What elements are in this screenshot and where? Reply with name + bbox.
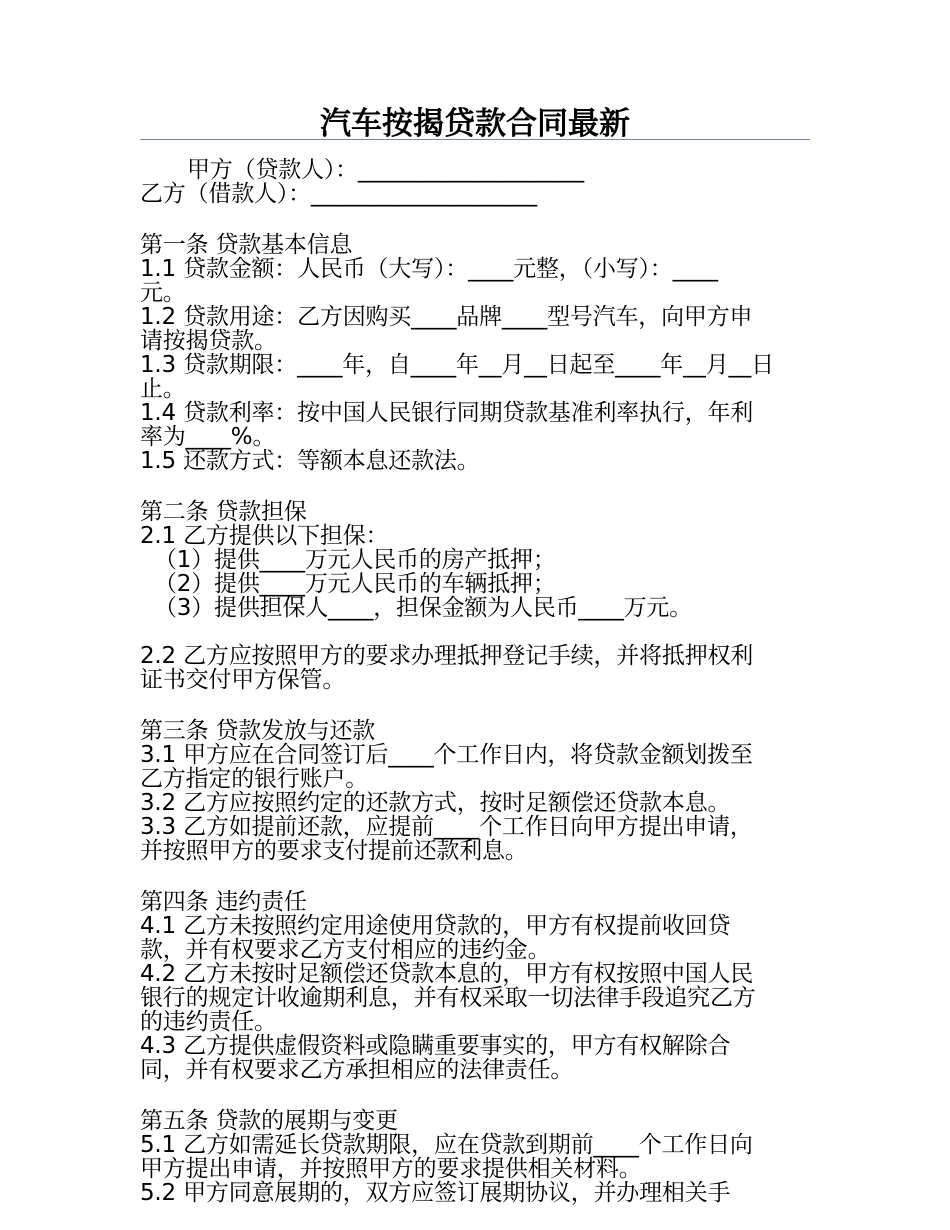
clause-line: 率为____%。 bbox=[140, 424, 276, 450]
section-4 bbox=[140, 890, 815, 1082]
party-b-line: 乙方（借款人）：____________________ bbox=[140, 181, 537, 207]
clause-line: 同，并有权要求乙方承担相应的法律责任。 bbox=[140, 1057, 574, 1083]
clause-line: 1.4 贷款利率：按中国人民银行同期贷款基准利率执行，年利 bbox=[140, 400, 754, 426]
clause-line: 1.1 贷款金额：人民币（大写）：____元整，（小写）：____ bbox=[140, 256, 718, 282]
guarantee-item: （2）提供____万元人民币的车辆抵押； bbox=[154, 571, 556, 597]
clause-line: 5.2 甲方同意展期的，双方应签订展期协议，并办理相关手 bbox=[140, 1180, 731, 1206]
clause-line: 2.2 乙方应按照甲方的要求办理抵押登记手续，并将抵押权利 bbox=[140, 643, 754, 669]
section-2 bbox=[140, 500, 815, 692]
guarantee-item: （1）提供____万元人民币的房产抵押； bbox=[154, 547, 556, 573]
clause-line: 并按照甲方的要求支付提前还款利息。 bbox=[140, 838, 528, 864]
section-5 bbox=[140, 1109, 815, 1205]
clause-line: 证书交付甲方保管。 bbox=[140, 667, 346, 693]
clause-line: 止。 bbox=[140, 376, 186, 402]
clause-2-2 bbox=[140, 644, 815, 692]
clause-line: 2.1 乙方提供以下担保： bbox=[140, 523, 389, 549]
clause-line: 银行的规定计收逾期利息，并有权采取一切法律手段追究乙方 bbox=[140, 985, 756, 1011]
clause-line: 乙方指定的银行账户。 bbox=[140, 766, 369, 792]
section-1 bbox=[140, 233, 815, 473]
clause-line: 1.3 贷款期限：____年，自____年__月__日起至____年__月__日 bbox=[140, 352, 774, 378]
document-body bbox=[140, 158, 815, 1205]
clause-line: 3.1 甲方应在合同签订后____个工作日内，将贷款金额划拨至 bbox=[140, 742, 753, 768]
party-a-line: 甲方（贷款人）：____________________ bbox=[187, 157, 584, 183]
clause-line: 4.3 乙方提供虚假资料或隐瞒重要事实的，甲方有权解除合 bbox=[140, 1033, 731, 1059]
clause-line: 款，并有权要求乙方支付相应的违约金。 bbox=[140, 937, 551, 963]
clause-line: 3.2 乙方应按照约定的还款方式，按时足额偿还贷款本息。 bbox=[140, 790, 731, 816]
title-divider bbox=[140, 139, 810, 140]
clause-line: 4.1 乙方未按照约定用途使用贷款的，甲方有权提前收回贷 bbox=[140, 913, 731, 939]
clause-line: 3.3 乙方如提前还款，应提前____个工作日向甲方提出申请， bbox=[140, 814, 753, 840]
section-heading: 第二条 贷款担保 bbox=[140, 499, 307, 525]
clause-line: 元。 bbox=[140, 280, 186, 306]
clause-line: 甲方提出申请，并按照甲方的要求提供相关材料。 bbox=[140, 1156, 642, 1182]
clause-line: 1.5 还款方式：等额本息还款法。 bbox=[140, 448, 480, 474]
document-title: 汽车按揭贷款合同最新 bbox=[320, 106, 630, 142]
section-heading: 第一条 贷款基本信息 bbox=[140, 232, 353, 258]
clause-line: 请按揭贷款。 bbox=[140, 328, 277, 354]
section-3 bbox=[140, 719, 815, 863]
section-heading: 第三条 贷款发放与还款 bbox=[140, 718, 376, 744]
clause-line: 1.2 贷款用途：乙方因购买____品牌____型号汽车，向甲方申 bbox=[140, 304, 753, 330]
clause-line: 的违约责任。 bbox=[140, 1009, 277, 1035]
clause-line: 4.2 乙方未按时足额偿还贷款本息的，甲方有权按照中国人民 bbox=[140, 961, 754, 987]
section-heading: 第五条 贷款的展期与变更 bbox=[140, 1108, 398, 1134]
clause-line: 5.1 乙方如需延长贷款期限，应在贷款到期前____个工作日向 bbox=[140, 1132, 753, 1158]
guarantee-item: （3）提供担保人____，担保金额为人民币____万元。 bbox=[154, 595, 693, 621]
section-heading: 第四条 违约责任 bbox=[140, 889, 307, 915]
